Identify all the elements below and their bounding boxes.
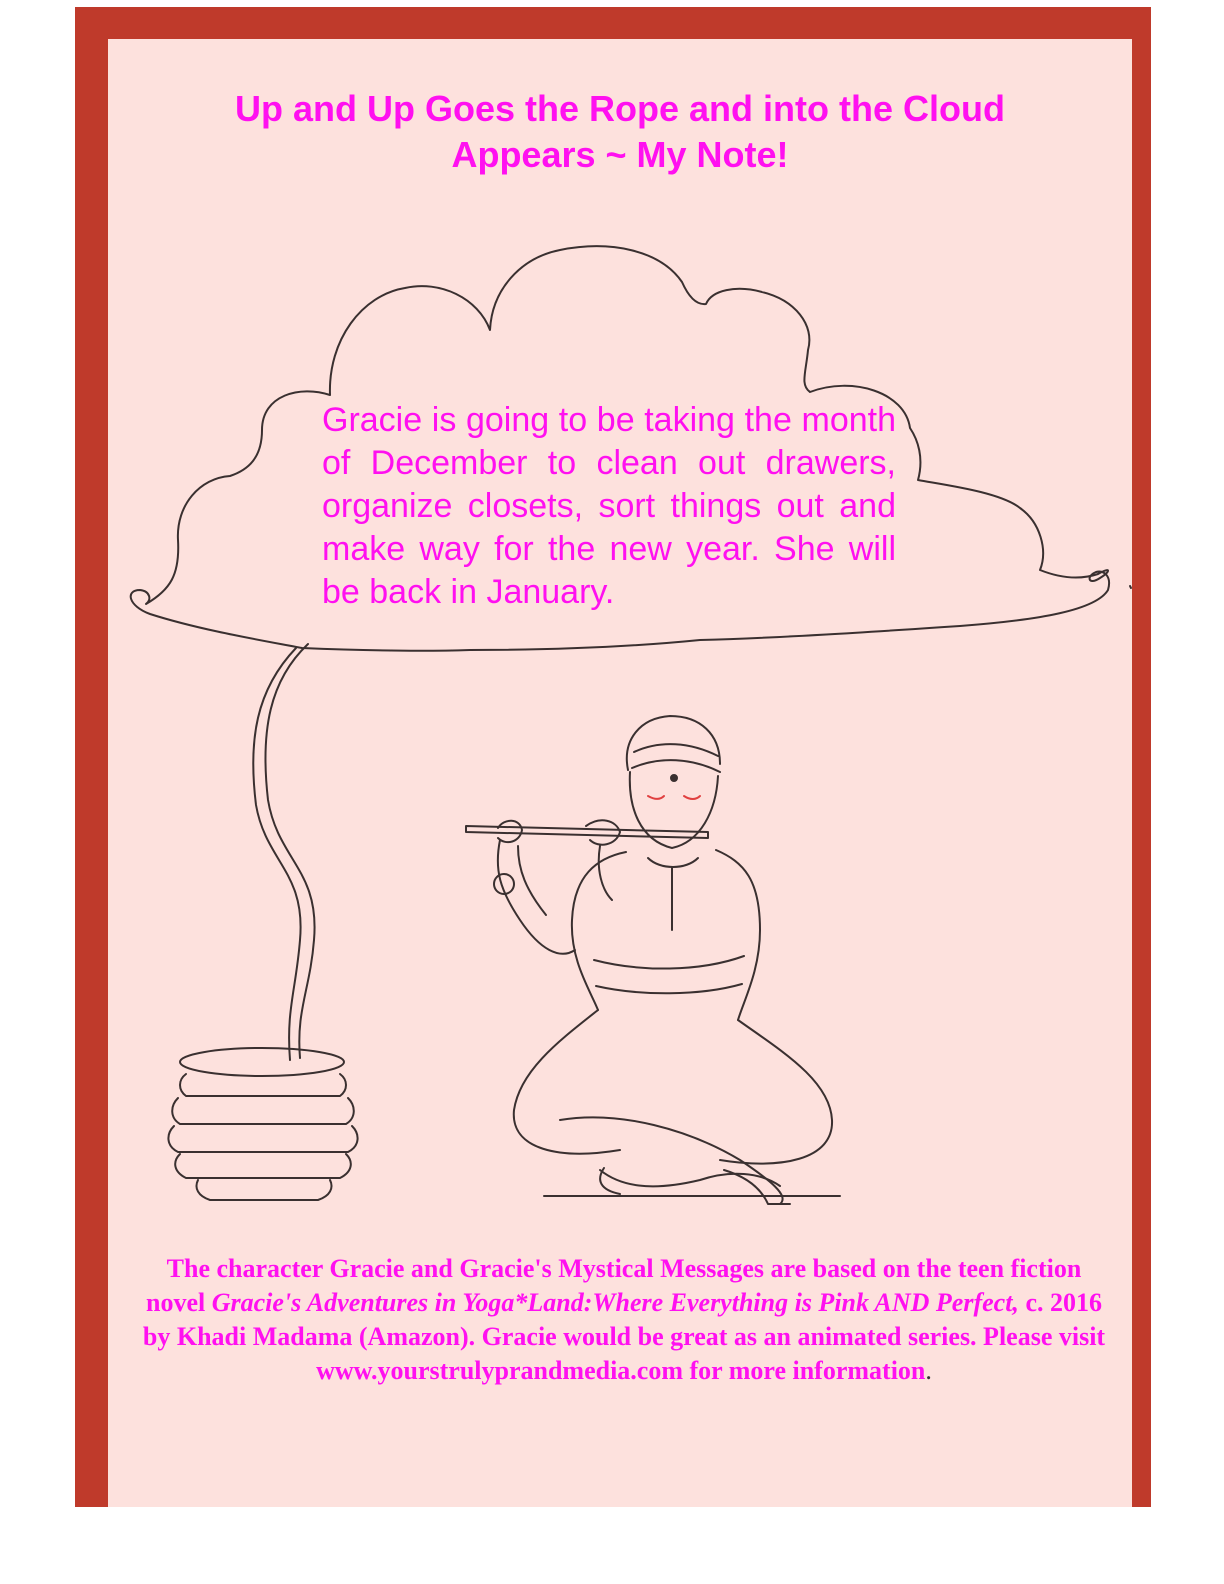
footer-credit — [140, 1252, 1108, 1388]
rope-icon — [253, 644, 314, 1060]
flute-player-icon — [466, 716, 840, 1204]
footer-text-part2: c. 2016 by Khadi Madama (Amazon). Gracie would be great as an animated series. Please visit www.yourstrulyprandmedia.com for more information — [142, 1288, 1106, 1385]
title-line-1: Up and Up Goes the Rope and into the Cloud — [235, 88, 1005, 129]
book-title: Gracie's Adventures in Yoga*Land:Where Everything is Pink AND Perfect, — [211, 1288, 1019, 1317]
footer-text-part1: The character Gracie and Gracie's Mystical Messages are based on the teen fiction novel — [146, 1254, 1082, 1317]
note-text: Gracie is going to be taking the month of December to clean out drawers, organize closets, sort things out and make way for the new year. She will be back in January. — [322, 401, 896, 611]
title-line-2: Appears ~ My Note! — [451, 134, 789, 175]
basket-icon — [168, 1048, 357, 1200]
footer-period: . — [925, 1356, 932, 1385]
